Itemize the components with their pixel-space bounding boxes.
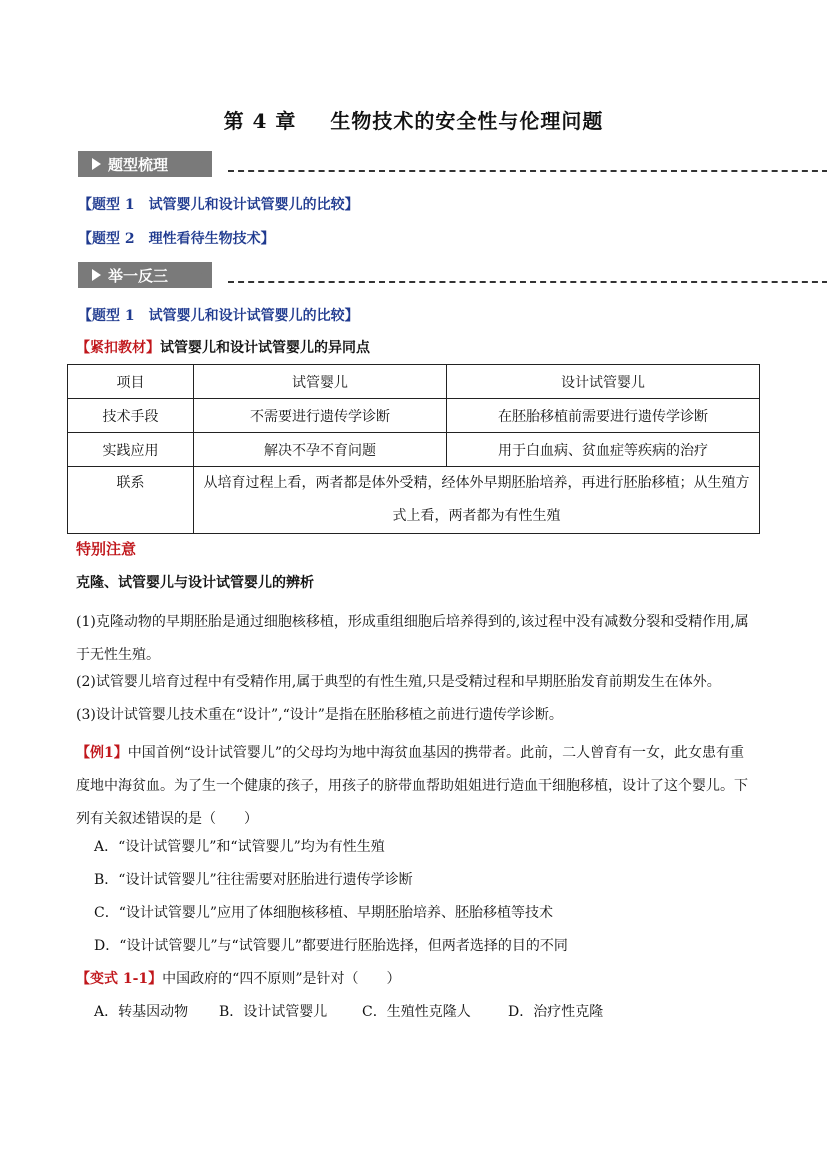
variant-1-1-tag: 【变式 1-1】 bbox=[76, 971, 163, 987]
example-1-tag: 【例1】 bbox=[76, 745, 128, 761]
table-header-cell: 项目 bbox=[68, 365, 194, 399]
textbook-text: 试管婴儿和设计试管婴儿的异同点 bbox=[160, 340, 370, 356]
table-row bbox=[68, 433, 760, 467]
comparison-table bbox=[67, 364, 760, 534]
note-subtitle: 克隆、试管婴儿与设计试管婴儿的辨析 bbox=[76, 575, 314, 591]
example-1-option-a[interactable]: A．“设计试管婴儿”和“试管婴儿”均为有性生殖 bbox=[94, 839, 385, 855]
banner-practice bbox=[78, 262, 758, 288]
textbook-line bbox=[76, 338, 370, 358]
play-arrow-icon bbox=[92, 269, 101, 281]
example-1-option-c[interactable]: C．“设计试管婴儿”应用了体细胞核移植、早期胚胎培养、胚胎移植等技术 bbox=[94, 905, 554, 921]
table-header-cell: 试管婴儿 bbox=[194, 365, 447, 399]
table-cell: 不需要进行遗传学诊断 bbox=[194, 399, 447, 433]
table-row bbox=[68, 399, 760, 433]
note-paragraph: (1)克隆动物的早期胚胎是通过细胞核移植，形成重组细胞后培养得到的,该过程中没有减数分裂和受精作用,属于无性生殖。 bbox=[76, 614, 749, 663]
note-paragraph: (2)试管婴儿培育过程中有受精作用,属于典型的有性生殖,只是受精过程和早期胚胎发育前期发生在体外。 bbox=[76, 674, 721, 690]
table-cell: 用于白血病、贫血症等疾病的治疗 bbox=[447, 433, 760, 467]
textbook-tag: 【紧扣教材】 bbox=[76, 340, 160, 356]
table-cell: 技术手段 bbox=[68, 399, 194, 433]
toc-item-2[interactable]: 【题型 2 理性看待生物技术】 bbox=[78, 231, 275, 247]
variant-1-1-option-a[interactable]: A．转基因动物 bbox=[94, 1004, 189, 1020]
table-header-row bbox=[68, 365, 760, 399]
table-cell: 实践应用 bbox=[68, 433, 194, 467]
chapter-number: 第 4 章 bbox=[223, 109, 297, 133]
play-arrow-icon bbox=[92, 158, 101, 170]
example-1-text: 中国首例“设计试管婴儿”的父母均为地中海贫血基因的携带者。此前，二人曾育有一女，此女患有重度地中海贫血。为了生一个健康的孩子，用孩子的脐带血帮助姐姐进行造血干细胞移植，设计了这个婴儿。下列有关叙述错误的是（ ） bbox=[76, 745, 748, 827]
note-paragraph: (3)设计试管婴儿技术重在“设计”,“设计”是指在胚胎移植之前进行遗传学诊断。 bbox=[76, 707, 563, 723]
table-cell: 解决不孕不育问题 bbox=[194, 433, 447, 467]
page-title bbox=[0, 105, 827, 134]
table-cell: 从培育过程上看，两者都是体外受精，经体外早期胚胎培养，再进行胚胎移植；从生殖方式上看，两者都为有性生殖 bbox=[194, 467, 760, 534]
dashed-divider bbox=[228, 281, 827, 283]
banner-summary-label: 题型梳理 bbox=[108, 156, 169, 174]
variant-1-1-stem bbox=[76, 969, 401, 989]
section-heading: 【题型 1 试管婴儿和设计试管婴儿的比较】 bbox=[78, 308, 359, 324]
variant-1-1-option-b[interactable]: B．设计试管婴儿 bbox=[219, 1004, 328, 1020]
variant-1-1-text: 中国政府的“四不原则”是针对（ ） bbox=[162, 971, 401, 987]
table-header-cell: 设计试管婴儿 bbox=[447, 365, 760, 399]
table-row bbox=[68, 467, 760, 534]
variant-1-1-option-d[interactable]: D．治疗性克隆 bbox=[508, 1004, 604, 1020]
toc-item-1[interactable]: 【题型 1 试管婴儿和设计试管婴儿的比较】 bbox=[78, 197, 359, 213]
variant-1-1-option-c[interactable]: C．生殖性克隆人 bbox=[362, 1004, 471, 1020]
example-1-stem bbox=[76, 737, 756, 836]
note-title: 特别注意 bbox=[76, 540, 137, 558]
banner-summary bbox=[78, 151, 758, 177]
banner-practice-label: 举一反三 bbox=[108, 267, 169, 285]
chapter-topic: 生物技术的安全性与伦理问题 bbox=[330, 109, 604, 133]
example-1-option-d[interactable]: D．“设计试管婴儿”与“试管婴儿”都要进行胚胎选择，但两者选择的目的不同 bbox=[94, 938, 568, 954]
example-1-option-b[interactable]: B．“设计试管婴儿”往往需要对胚胎进行遗传学诊断 bbox=[94, 872, 413, 888]
dashed-divider bbox=[228, 170, 827, 172]
table-cell: 在胚胎移植前需要进行遗传学诊断 bbox=[447, 399, 760, 433]
table-cell: 联系 bbox=[68, 467, 194, 534]
